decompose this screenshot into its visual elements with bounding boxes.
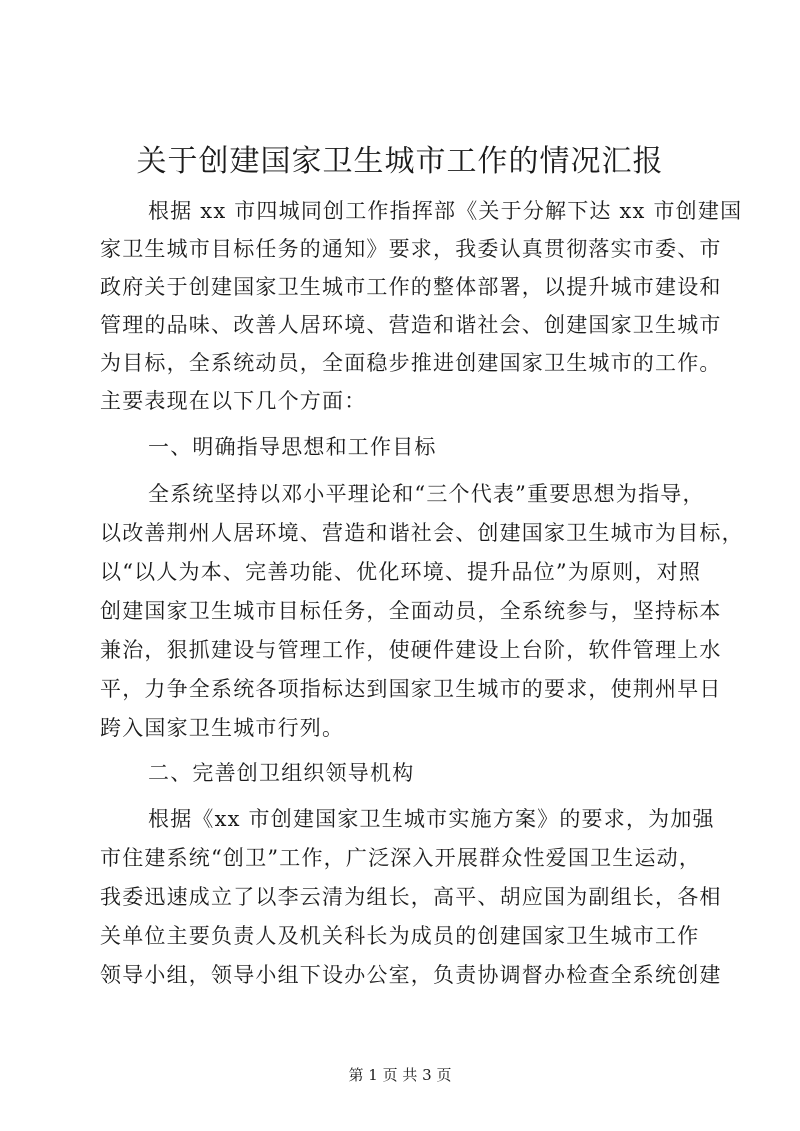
document-title: 关于创建国家卫生城市工作的情况汇报 — [136, 144, 664, 179]
paragraph-line: 以改善荆州人居环境、营造和谐社会、创建国家卫生城市为目标， — [100, 521, 744, 545]
paragraph-line: 以“以人为本、完善功能、优化环境、提升品位”为原则，对照 — [100, 560, 702, 584]
section-heading: 一、明确指导思想和工作目标 — [148, 435, 437, 459]
paragraph-line: 市住建系统“创卫”工作，广泛深入开展群众性爱国卫生运动， — [100, 846, 702, 870]
paragraph-line: 平，力争全系统各项指标达到国家卫生城市的要求，使荆州早日 — [100, 677, 722, 701]
paragraph-line: 关单位主要负责人及机关科长为成员的创建国家卫生城市工作 — [100, 924, 700, 948]
paragraph-line: 创建国家卫生城市目标任务，全面动员，全系统参与，坚持标本 — [100, 599, 722, 623]
paragraph-line: 我委迅速成立了以李云清为组长，高平、胡应国为副组长，各相 — [100, 885, 722, 909]
page-number-footer: 第 1 页 共 3 页 — [348, 1066, 452, 1084]
section-heading: 二、完善创卫组织领导机构 — [148, 761, 415, 785]
paragraph-line: 全系统坚持以邓小平理论和“三个代表”重要思想为指导， — [148, 482, 705, 506]
paragraph-line: 家卫生城市目标任务的通知》要求，我委认真贯彻落实市委、市 — [100, 237, 722, 261]
paragraph-line: 管理的品味、改善人居环境、营造和谐社会、创建国家卫生城市 — [100, 313, 722, 337]
paragraph-line: 为目标，全系统动员，全面稳步推进创建国家卫生城市的工作。 — [100, 351, 722, 375]
paragraph-line: 根据 xx 市四城同创工作指挥部《关于分解下达 xx 市创建国 — [148, 199, 743, 223]
paragraph-line: 兼治，狠抓建设与管理工作，使硬件建设上台阶，软件管理上水 — [100, 638, 722, 662]
paragraph-line: 跨入国家卫生城市行列。 — [100, 716, 345, 740]
paragraph-line: 主要表现在以下几个方面： — [100, 389, 367, 413]
paragraph-line: 根据《xx 市创建国家卫生城市实施方案》的要求，为加强 — [148, 807, 715, 831]
paragraph-line: 政府关于创建国家卫生城市工作的整体部署，以提升城市建设和 — [100, 275, 722, 299]
paragraph-line: 领导小组，领导小组下设办公室，负责协调督办检查全系统创建 — [100, 963, 722, 987]
